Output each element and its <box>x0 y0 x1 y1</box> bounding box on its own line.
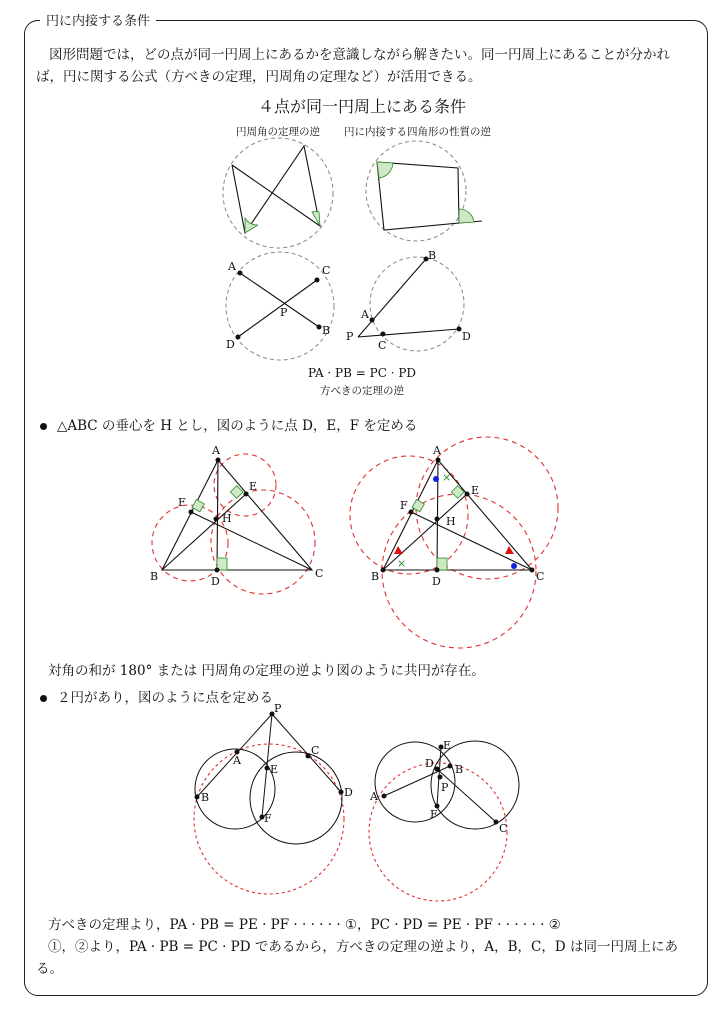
bullet-orthocenter <box>40 414 417 434</box>
result-bold-1: 対角の和が <box>48 663 116 679</box>
label-D: D <box>432 575 441 588</box>
chord-CD <box>238 280 317 337</box>
angle-marker-exterior <box>459 209 474 223</box>
label-B: B <box>201 791 210 804</box>
label-C: C <box>536 570 545 583</box>
red-dashed-circle <box>382 494 536 648</box>
result-mid: または <box>156 663 198 679</box>
right-angle-F <box>412 500 424 512</box>
label-A: A <box>433 444 441 457</box>
point-F <box>189 510 194 515</box>
altitude-BE <box>383 494 467 570</box>
figure-cyclic-quad <box>366 141 482 241</box>
label-E: E <box>270 763 279 776</box>
label-F: F <box>178 496 186 509</box>
label-D: D <box>344 786 353 799</box>
conclusion-line-2 <box>36 936 682 980</box>
point-A <box>370 318 375 323</box>
figure-inscribed-angle <box>223 138 333 248</box>
point-E <box>265 766 270 771</box>
point-F <box>409 510 414 515</box>
green-cross-marker: × <box>442 471 452 484</box>
point-A <box>436 458 441 463</box>
label-E: E <box>249 480 258 493</box>
power-equation: PA · PB = PC · PD <box>307 366 417 380</box>
label-D: D <box>211 575 220 588</box>
label-A: A <box>361 308 369 321</box>
conclusion-bold: 方べきの定理の逆 <box>335 939 444 955</box>
label-E: E <box>443 739 452 752</box>
label-D: D <box>425 757 434 770</box>
bullet-dot <box>40 423 47 430</box>
label-D: D <box>226 338 235 351</box>
figure-two-circles-left <box>194 702 353 894</box>
label-P: P <box>274 702 282 715</box>
label-D: D <box>462 330 471 343</box>
point-C <box>381 332 386 337</box>
label-F: F <box>400 499 408 512</box>
bullet-orthocenter-text: △ABC の垂心を H とし，図のように点 D，E，F を定める <box>57 418 418 434</box>
point-D <box>457 327 462 332</box>
line-DC <box>437 769 496 822</box>
bullet-two-circles <box>40 686 273 706</box>
label-B: B <box>150 570 159 583</box>
point-C <box>315 278 320 283</box>
label-C: C <box>378 339 387 352</box>
secant-PB <box>358 259 426 337</box>
main-heading: ４点が同一円周上にある条件 <box>257 97 466 116</box>
bullet-two-circles-text: ２円があり，図のように点を定める <box>57 690 273 706</box>
conclusion-line-1: 方べきの定理より，PA · PB = PE · PF · · · · · · ①，PC · PD = PE · PF · · · · · · ② <box>48 917 561 933</box>
point-H <box>214 517 219 522</box>
point-C <box>306 754 311 759</box>
point-B <box>317 325 322 330</box>
label-F: F <box>430 808 438 821</box>
blue-dot-marker <box>511 563 517 569</box>
angle-marker-interior <box>377 162 393 178</box>
result-bold-2: 円周角の定理の逆 <box>197 663 310 679</box>
bullet-dot <box>40 695 47 702</box>
altitude-AD <box>217 460 218 570</box>
angle-marker-left <box>245 218 258 233</box>
gray-dashed-circle <box>366 141 466 241</box>
point-E <box>244 492 249 497</box>
label-A: A <box>228 260 236 273</box>
point-D <box>435 568 440 573</box>
label-cyclic-quad-converse: 円に内接する四角形の性質の逆 <box>344 126 491 138</box>
gray-dashed-circle <box>223 138 333 248</box>
right-angle-F <box>192 500 204 512</box>
label-H: H <box>222 512 232 525</box>
label-A: A <box>370 790 378 803</box>
red-dashed-circle <box>211 490 315 594</box>
result-math: 180° <box>115 663 157 679</box>
point-D <box>435 767 440 772</box>
green-cross-marker: × <box>397 557 407 570</box>
result-tail: より図のように共円が存在。 <box>309 663 485 679</box>
point-C <box>530 568 535 573</box>
point-D <box>215 568 220 573</box>
conclusion-pre: ①，②より，PA · PB = PC · PD であるから， <box>48 939 336 955</box>
label-A: A <box>212 444 220 457</box>
figure-orthocenter-right <box>350 437 558 648</box>
point-P <box>438 775 443 780</box>
label-P: P <box>346 330 354 343</box>
conclusion-post: より，A，B，C，D は同一円周上にある。 <box>36 939 678 977</box>
figure-secants <box>346 249 471 352</box>
figure-chords <box>226 252 334 360</box>
label-H: H <box>446 515 456 528</box>
label-P: P <box>280 306 288 319</box>
altitude-CF <box>411 512 532 570</box>
line-PD <box>272 714 341 792</box>
label-C: C <box>311 744 320 757</box>
point-B <box>448 764 453 769</box>
point-C <box>494 820 499 825</box>
label-C: C <box>315 567 324 580</box>
gray-dashed-circle <box>370 257 464 351</box>
point-A <box>238 271 243 276</box>
altitude-CF <box>191 512 312 570</box>
label-C: C <box>322 264 331 277</box>
point-D <box>236 335 241 340</box>
red-triangle-marker <box>394 546 403 554</box>
section-title: 円に内接する条件 <box>40 10 156 29</box>
label-A: A <box>233 754 241 767</box>
label-inscribed-angle-converse: 円周角の定理の逆 <box>236 126 320 138</box>
result-orthocenter <box>48 660 694 682</box>
label-E: E <box>471 484 480 497</box>
red-dashed-circle <box>369 763 507 901</box>
label-B: B <box>455 763 464 776</box>
label-B: B <box>371 570 380 583</box>
point-D <box>339 790 344 795</box>
figure-orthocenter-left <box>150 444 323 594</box>
point-H <box>435 517 440 522</box>
label-power-converse: 方べきの定理の逆 <box>320 385 404 397</box>
red-dashed-circle <box>214 454 276 516</box>
point-B <box>381 568 386 573</box>
point-A <box>216 458 221 463</box>
point-E <box>465 492 470 497</box>
secant-PD <box>358 329 459 337</box>
label-B: B <box>428 249 437 262</box>
point-A <box>382 794 387 799</box>
label-P: P <box>441 781 449 794</box>
figure-two-circles-right <box>369 739 519 901</box>
intro-paragraph: 図形問題では，どの点が同一円周上にあるかを意識しながら解きたい。同一円周上にあることが分かれば，円に関する公式（方べきの定理，円周角の定理など）が活用できる。 <box>36 47 670 85</box>
blue-dot-marker <box>433 476 439 482</box>
label-C: C <box>499 822 508 835</box>
label-F: F <box>264 812 272 825</box>
point-B <box>195 795 200 800</box>
label-B: B <box>322 324 331 337</box>
